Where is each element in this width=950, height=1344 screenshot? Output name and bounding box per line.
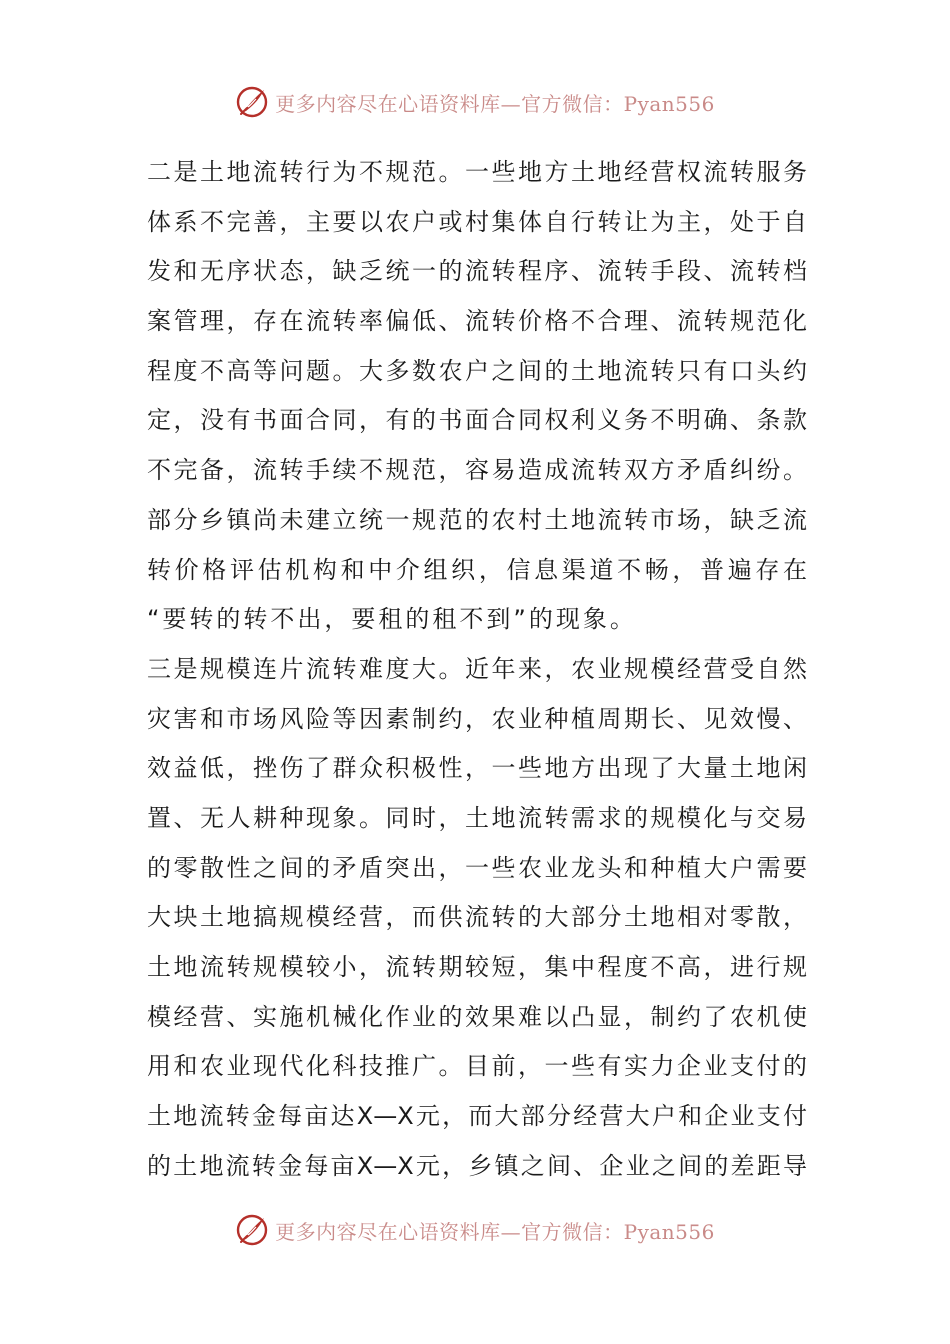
text-line: 发和无序状态，缺乏统一的流转程序、流转手段、流转档 bbox=[147, 257, 807, 286]
text-line: 转价格评估机构和中介组织，信息渠道不畅，普遍存在 bbox=[147, 555, 807, 584]
footer-watermark-banner bbox=[0, 1210, 950, 1250]
text-line: 灾害和市场风险等因素制约，农业种植周期长、见效慢、 bbox=[147, 704, 807, 733]
text-line: 置、无人耕种现象。同时，土地流转需求的规模化与交易 bbox=[147, 803, 807, 832]
paragraph-land-transfer-irregular bbox=[147, 148, 807, 645]
text-line: 程度不高等问题。大多数农户之间的土地流转只有口头约 bbox=[147, 356, 807, 385]
text-line: 土地流转金每亩达X—X元，而大部分经营大户和企业支付 bbox=[147, 1102, 807, 1131]
text-line: 的土地流转金每亩X—X元，乡镇之间、企业之间的差距导 bbox=[147, 1151, 807, 1180]
text-line: 定，没有书面合同，有的书面合同权利义务不明确、条款 bbox=[147, 406, 807, 435]
text-line: 不完备，流转手续不规范，容易造成流转双方矛盾纠纷。 bbox=[147, 456, 807, 485]
text-line: “要转的转不出，要租的租不到”的现象。 bbox=[147, 605, 637, 634]
quill-pen-icon bbox=[235, 85, 269, 119]
watermark-text: 更多内容尽在心语资料库—官方微信：Pyan556 bbox=[275, 1219, 715, 1244]
text-line: 三是规模连片流转难度大。近年来，农业规模经营受自然 bbox=[147, 654, 807, 683]
paragraph-scale-transfer-difficult bbox=[147, 645, 807, 1192]
text-line: 案管理，存在流转率偏低、流转价格不合理、流转规范化 bbox=[147, 307, 807, 336]
text-line: 的零散性之间的矛盾突出，一些农业龙头和种植大户需要 bbox=[147, 853, 807, 882]
text-line: 体系不完善，主要以农户或村集体自行转让为主，处于自 bbox=[147, 207, 807, 236]
header-watermark-banner bbox=[0, 82, 950, 122]
text-line: 二是土地流转行为不规范。一些地方土地经营权流转服务 bbox=[147, 158, 807, 186]
text-line: 模经营、实施机械化作业的效果难以凸显，制约了农机使 bbox=[147, 1002, 807, 1031]
text-line: 部分乡镇尚未建立统一规范的农村土地流转市场，缺乏流 bbox=[147, 505, 807, 534]
watermark-text: 更多内容尽在心语资料库—官方微信：Pyan556 bbox=[275, 91, 715, 116]
text-line: 效益低，挫伤了群众积极性，一些地方出现了大量土地闲 bbox=[147, 754, 807, 783]
quill-pen-icon bbox=[235, 1213, 269, 1247]
text-line: 用和农业现代化科技推广。目前，一些有实力企业支付的 bbox=[147, 1052, 807, 1081]
text-line: 土地流转规模较小，流转期较短，集中程度不高，进行规 bbox=[147, 953, 807, 981]
document-body bbox=[147, 148, 807, 1191]
text-line: 大块土地搞规模经营，而供流转的大部分土地相对零散， bbox=[147, 903, 807, 932]
